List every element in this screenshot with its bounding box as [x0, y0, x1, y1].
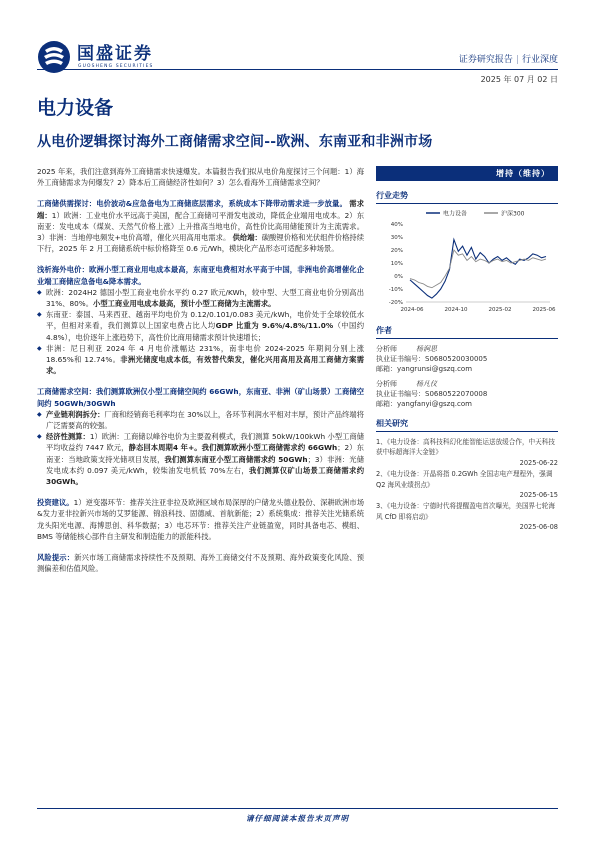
economics-highlight-3: 我们测算仅矿山场景工商储需求约 30GWh。 — [46, 465, 364, 487]
footer-divider — [37, 808, 558, 809]
sidebar — [376, 166, 558, 534]
bullet-europe — [37, 287, 364, 309]
x-tick-label: 2025-06 — [532, 307, 556, 313]
analyst-1-cert: S0680520030005 — [425, 355, 488, 363]
economics-label: 经济性测算： — [46, 432, 90, 442]
section-supply-demand — [37, 198, 364, 254]
section-electricity-price — [37, 264, 364, 376]
logo-text-cn: 国盛证券 — [77, 44, 153, 64]
report-date: 2025 年 07 月 02 日 — [480, 75, 558, 84]
bullet-southeast-asia — [37, 309, 364, 343]
related-item-date: 2025-06-15 — [519, 491, 558, 500]
economics-mid: ；2）东南亚：当地政策支持光储项目发展， — [46, 443, 364, 464]
industry-title: 电力设备 — [37, 97, 114, 119]
risk-warning — [37, 552, 364, 574]
section-demand-space-title: 工商储需求空间：我们测算欧洲仅小型工商储空间约 66GWh，东南亚、非洲（矿山场景）工商储空间约 50GWh/30GWh — [37, 387, 364, 408]
series-line — [410, 240, 546, 299]
analyst-1-cert-label: 执业证书编号： — [376, 355, 425, 363]
analyst-1-mail[interactable]: yangrunsi@gszq.com — [397, 365, 473, 373]
y-tick-label: 30% — [390, 235, 403, 241]
analyst-2-name: 杨凡仪 — [416, 380, 437, 388]
analyst-2-cert: S0680522070008 — [425, 390, 488, 398]
analyst-1-name: 杨润思 — [416, 345, 437, 353]
legend-label: 电力设备 — [443, 210, 468, 218]
y-tick-label: -20% — [388, 300, 403, 306]
related-item[interactable] — [376, 469, 558, 500]
main-content — [37, 166, 364, 585]
bullet-africa-text: 非洲：尼日利亚 2024 年 4 月电价涨幅达 231%，南非电价 2024-2025 年期间分别上涨 18.65%和 12.74%。 — [46, 343, 364, 365]
related-item-text: 1、《电力设备：高科技科幻化能智能运送放缓合作，中天科技获中标超海洋大金链》 — [376, 438, 555, 457]
related-item-date: 2025-06-22 — [519, 458, 558, 467]
economics-highlight-2: 我们测算东南亚小型工商储需求约 50GWh — [164, 454, 308, 464]
analyst-1-mail-label: 邮箱： — [376, 365, 397, 373]
related-item-text: 2、《电力设备：开晶将指 0.2GWh 全国志电产理程外，强调 Q2 海风业绩拐点》 — [376, 470, 553, 489]
analyst-2 — [376, 379, 558, 409]
section-demand-space — [37, 386, 364, 487]
bullet-sea-highlight: GDP 比重为 9.6%/4.8%/11.0% — [215, 321, 334, 331]
investment-advice-label: 投资建议。 — [37, 498, 74, 508]
report-type-separator: | — [515, 55, 519, 65]
report-title: 从电价逻辑探讨海外工商储需求空间--欧洲、东南亚和非洲市场 — [37, 134, 433, 150]
y-tick-label: 20% — [390, 248, 403, 254]
analyst-1 — [376, 344, 558, 374]
footer-disclaimer: 请仔细阅读本报告末页声明 — [245, 814, 350, 823]
x-tick-label: 2024-10 — [444, 307, 468, 313]
bullet-europe-highlight: 小型工商业用电成本最高，预计小型工商储为主流需求。 — [93, 299, 276, 309]
y-tick-label: 40% — [390, 222, 403, 228]
analyst-2-mail[interactable]: yangfanyi@gszq.com — [397, 400, 472, 408]
bullet-europe-text: 欧洲：2024H2 德国小型工商业电价水平约 0.27 欧元/KWh，较中型、大型工商业电价分别高出 31%、80%。 — [46, 287, 364, 309]
bullet-sea-tail: （中国约 4.8%），电价逐年上涨趋势下，高性价比商用储需求预计快速增长； — [46, 321, 364, 342]
analyst-2-mail-label: 邮箱： — [376, 400, 397, 408]
supply-text: 碳酸锂价格和光伏组件价格持续下行，2025 年 2 月工商储系统中标价格降至 0.6 元/Wh，模块化产品形态可适配多种场景。 — [37, 233, 364, 254]
economics-text: 1）欧洲：工商储以峰谷电价为主要盈利模式，我们测算 50kW/100kWh 小型工商储平均收益约 7447 欧元， — [46, 432, 364, 453]
y-tick-label: -10% — [388, 287, 403, 293]
rating-badge: 增持（维持） — [376, 166, 558, 181]
x-tick-label: 2024-06 — [400, 307, 424, 313]
analyst-1-role: 分析师 — [376, 345, 397, 353]
y-tick-label: 0% — [394, 274, 403, 280]
investment-advice-text: 1）逆变器环节：推荐关注亚非拉及欧洲区域布局深厚的户储龙头德业股份、深耕欧洲市场&发力亚非拉新兴市场的艾罗能源、锦浪科技、固德威、首航新能；2）系统集成：推荐关注光储系统龙头阳光电源、海博思创、科华数据；3）电芯环节：推荐关注产业链盈宽，同时具备电芯、模组、BMS 等储能核心部件自主研发和制造能力的派能科技。 — [37, 498, 365, 541]
bullet-profit-split — [37, 409, 364, 431]
logo-text-en: GUOSHENG SECURITIES — [78, 64, 154, 69]
bullet-africa — [37, 343, 364, 377]
related-research-list — [376, 437, 558, 533]
report-type — [459, 52, 558, 65]
header-divider — [37, 69, 558, 70]
analyst-2-cert-label: 执业证书编号： — [376, 390, 425, 398]
risk-warning-label: 风险提示： — [37, 553, 75, 563]
trend-chart — [376, 206, 558, 316]
section-supply-demand-title: 工商储供需探讨：电价波动&应急备电为工商储底层需求，系统成本下降带动需求进一步放量。 — [37, 199, 347, 209]
demand-label: 需求端： — [37, 199, 364, 220]
x-tick-label: 2025-02 — [488, 307, 512, 313]
economics-highlight-1: 静态回本周期4 年+。我们测算欧洲小型工商储需求约 66GWh — [128, 443, 338, 453]
bullet-africa-highlight: 非洲光储度电成本低，有效替代柴发，催化兴用高用及高用工商储方案需求。 — [46, 355, 364, 376]
profit-split-label: 产业链利润拆分： — [46, 409, 105, 419]
risk-warning-text: 新兴市场工商储需求持续性不及预期、海外工商储交付不及预期、海外政策变化风险、预测偏差和估值风险。 — [37, 553, 365, 574]
demand-text: 1）欧洲：工业电价水平远高于美国，配合工商储可平滑发电波动，降低企业端用电成本。2）东南亚：发电成本（煤炭、天然气价格上涨）上升推高当地电价，高性价比高用储能预计为主流需求。3）非洲：当地停电频发+电价高增，催化兴用高用电需求。 — [37, 210, 364, 243]
report-type-b: 行业深度 — [521, 55, 558, 65]
related-item[interactable] — [376, 501, 558, 532]
bullet-sea-text: 东南亚：泰国、马来西亚、越南平均电价为 0.12/0.101/0.083 美元/kWh，电价处于全球较低水平，但相对来看，我们测算以上国家电费占比人均 — [46, 310, 364, 331]
economics-mid-2: ；3）非洲：光储发电成本约 0.097 美元/kWh，较柴油发电机低 70%左右， — [46, 454, 364, 475]
trend-section-title: 行业走势 — [376, 190, 558, 204]
report-type-a: 证券研究报告 — [458, 55, 513, 65]
related-section-title: 相关研究 — [376, 418, 558, 432]
related-item-text: 3、《电力设备：宁德时代将提醒盈电首次曝光，美国界七轮海风 CfD 即将启动》 — [376, 502, 555, 521]
author-section-title: 作者 — [376, 325, 558, 339]
related-item-date: 2025-06-08 — [519, 523, 558, 532]
investment-advice — [37, 497, 364, 542]
related-item[interactable] — [376, 437, 558, 468]
y-tick-label: 10% — [390, 261, 403, 267]
profit-split-text: 厂商和经销商毛利率均在 30%以上，各环节利润水平相对丰厚，预计产品终端将广泛需要高的较强。 — [46, 409, 364, 431]
intro-paragraph — [37, 166, 364, 188]
trend-chart-svg — [376, 206, 558, 316]
page-header — [0, 0, 595, 92]
supply-label: 供给端： — [232, 233, 262, 243]
legend-label: 沪深300 — [501, 210, 525, 218]
analyst-2-role: 分析师 — [376, 380, 397, 388]
intro-text: 2025 年来，我们注意到海外工商储需求快速爆发。本篇报告我们拟从电价角度探讨三个问题：1）海外工商储需求为何爆发？2）降本后工商储经济性如何？3）怎么看海外工商储需求空间？ — [37, 167, 364, 188]
section-electricity-price-title: 浅析海外电价：欧洲小型工商业用电成本最高，东南亚电费相对水平高于中国，非洲电价高增催化企业端工商储应急备电&降本需求。 — [37, 265, 364, 286]
bullet-economics — [37, 431, 364, 487]
